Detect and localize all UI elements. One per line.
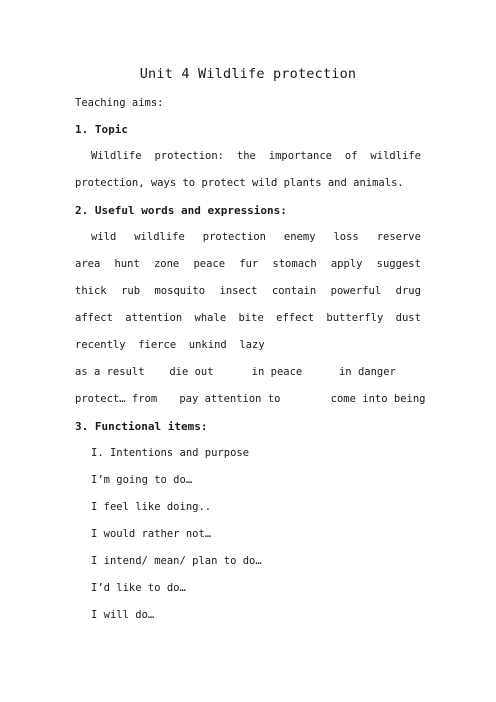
vocab-word: butterfly <box>326 312 384 324</box>
phrase: in danger <box>338 366 396 378</box>
vocab-word: peace <box>193 258 226 270</box>
phrase: as a result <box>75 366 145 378</box>
topic-line-1 <box>91 150 421 162</box>
functional-item: I intend/ mean/ plan to do… <box>91 555 262 567</box>
vocab-word: loss <box>333 231 359 243</box>
vocab-word: zone <box>153 258 180 270</box>
words-line-4 <box>75 312 421 324</box>
functional-item: I’m going to do… <box>91 474 193 486</box>
vocab-word: effect <box>276 312 315 324</box>
words-line-1 <box>91 231 421 243</box>
vocab-word: wild <box>91 231 117 243</box>
vocab-word: rub <box>121 285 141 297</box>
vocab-word: insect <box>219 285 258 297</box>
teaching-aims-label: Teaching aims: <box>75 97 164 109</box>
vocab-word: apply <box>330 258 363 270</box>
phrases-line-1 <box>75 366 396 378</box>
functional-item: I. Intentions and purpose <box>91 447 250 459</box>
topic-line-2: protection, ways to protect wild plants and animals. <box>75 177 404 189</box>
phrase: come into being <box>330 393 426 405</box>
section-heading-topic: 1. Topic <box>75 123 128 136</box>
topic-word: importance <box>268 150 332 162</box>
vocab-word: contain <box>271 285 317 297</box>
vocab-word: enemy <box>283 231 316 243</box>
words-line-2 <box>75 258 421 270</box>
document-title: Unit 4 Wildlife protection <box>139 66 357 82</box>
vocab-word: affect <box>75 312 113 324</box>
vocab-word: thick <box>75 285 107 297</box>
words-line-5: recently fierce unkind lazy <box>75 339 265 351</box>
vocab-word: mosquito <box>154 285 206 297</box>
vocab-word: suggest <box>376 258 421 270</box>
functional-item: I will do… <box>91 609 155 621</box>
functional-item: I feel like doing.. <box>91 501 212 513</box>
topic-word: of <box>344 150 358 162</box>
vocab-word: area <box>75 258 101 270</box>
vocab-word: bite <box>238 312 264 324</box>
vocab-word: reserve <box>376 231 421 243</box>
vocab-word: stomach <box>272 258 317 270</box>
vocab-word: dust <box>395 312 421 324</box>
phrase: die out <box>169 366 214 378</box>
functional-item: I would rather not… <box>91 528 212 540</box>
section-heading-useful-words: 2. Useful words and expressions: <box>75 204 287 217</box>
words-line-3 <box>75 285 421 297</box>
topic-word: the <box>236 150 256 162</box>
vocab-word: attention <box>125 312 183 324</box>
vocab-word: hunt <box>114 258 140 270</box>
vocab-word: whale <box>194 312 227 324</box>
phrase: pay attention to <box>179 393 281 405</box>
vocab-word: drug <box>395 285 421 297</box>
topic-word: protection: <box>154 150 225 162</box>
section-heading-functional-items: 3. Functional items: <box>75 420 208 433</box>
phrases-line-2 <box>75 393 425 405</box>
phrase: in peace <box>251 366 303 378</box>
vocab-word: wildlife <box>134 231 185 243</box>
phrase: protect… from <box>75 393 158 405</box>
vocab-word: protection <box>202 231 266 243</box>
functional-item: I’d like to do… <box>91 582 186 594</box>
vocab-word: fur <box>239 258 259 270</box>
topic-word: Wildlife <box>91 150 142 162</box>
topic-word: wildlife <box>370 150 421 162</box>
vocab-word: powerful <box>330 285 382 297</box>
